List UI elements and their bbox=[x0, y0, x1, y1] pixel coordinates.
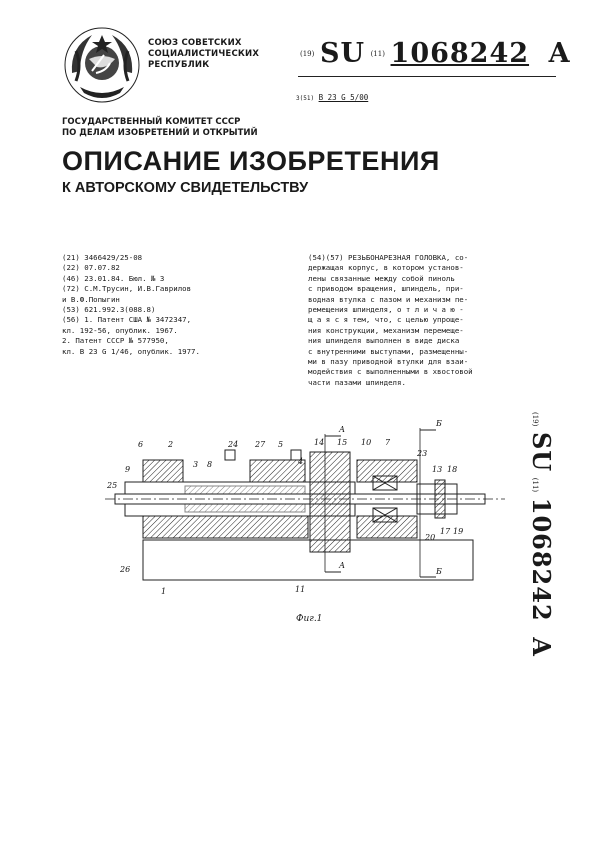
code-11: (11) bbox=[370, 50, 385, 58]
part-label: 20 bbox=[425, 533, 436, 542]
section-label: Б bbox=[436, 419, 442, 428]
patent-kind: A bbox=[527, 637, 556, 657]
biblio-line: (53) 621.992.3(088.8) bbox=[62, 305, 156, 315]
country-line: СОЮЗ СОВЕТСКИХ bbox=[148, 38, 242, 48]
part-label: 27 bbox=[255, 440, 266, 449]
biblio-line: 2. Патент СССР № 577950, bbox=[62, 336, 169, 346]
part-label: 19 bbox=[453, 527, 464, 536]
part-label: 8 bbox=[207, 460, 213, 469]
part-label: 14 bbox=[314, 438, 325, 447]
biblio-line: и В.Ф.Попыгин bbox=[62, 294, 120, 304]
biblio-line: (56) 1. Патент США № 3472347, bbox=[62, 315, 192, 325]
part-label: 9 bbox=[125, 465, 131, 474]
code-19: (19) bbox=[531, 412, 539, 427]
committee-line: ПО ДЕЛАМ ИЗОБРЕТЕНИЙ И ОТКРЫТИЙ bbox=[62, 128, 258, 138]
section-label: Б bbox=[436, 567, 442, 576]
abstract bbox=[308, 253, 556, 388]
housing-left bbox=[143, 460, 183, 482]
housing-left-bottom bbox=[143, 516, 308, 538]
publication-number bbox=[300, 38, 571, 69]
part-label: 26 bbox=[120, 565, 131, 574]
disk bbox=[310, 452, 350, 552]
part-label: 1 bbox=[161, 587, 167, 596]
patent-kind: A bbox=[548, 38, 571, 69]
abstract-line: лены связанные между собой пиноль bbox=[308, 273, 455, 283]
section-label: А bbox=[339, 561, 346, 570]
abstract-line: ния шпинделя выполнен в виде диска bbox=[308, 336, 460, 346]
abstract-line: держащая корпус, в котором установ- bbox=[308, 263, 464, 273]
part-label: 25 bbox=[107, 481, 118, 490]
ussr-emblem-icon bbox=[62, 25, 142, 105]
patent-number: 1068242 bbox=[527, 497, 556, 622]
document-subtitle: К АВТОРСКОМУ СВИДЕТЕЛЬСТВУ bbox=[62, 180, 309, 196]
header-rule bbox=[298, 76, 556, 77]
part-label: 7 bbox=[385, 438, 391, 447]
abstract-line: водная втулка с пазом и механизм пе- bbox=[308, 294, 469, 304]
document-title: ОПИСАНИЕ ИЗОБРЕТЕНИЯ bbox=[62, 146, 440, 176]
biblio-line: кл. В 23 G 1/46, опублик. 1977. bbox=[62, 346, 200, 356]
part-label: 2 bbox=[168, 440, 174, 449]
abstract-line: части пазами шпинделя. bbox=[308, 377, 406, 387]
abstract-line: с внутренними выступами, размещенны- bbox=[308, 346, 469, 356]
part-label: 13 bbox=[432, 465, 443, 474]
country-line: РЕСПУБЛИК bbox=[148, 60, 210, 70]
housing-right-bottom bbox=[357, 516, 417, 538]
figure-caption: Фиг.1 bbox=[296, 614, 323, 624]
part-label: 15 bbox=[337, 438, 348, 447]
abstract-line: щ а я с я тем, что, с целью упроще- bbox=[308, 315, 464, 325]
housing-right bbox=[357, 460, 417, 482]
code-19: (19) bbox=[300, 50, 315, 58]
part-label: 11 bbox=[295, 585, 306, 594]
biblio-line: (22) 07.07.82 bbox=[62, 263, 120, 273]
tail-nut bbox=[435, 480, 445, 518]
biblio-line: (21) 3466429/25-08 bbox=[62, 253, 143, 262]
housing-mid bbox=[250, 460, 305, 482]
biblio-line: (72) С.М.Трусин, И.В.Гаврилов bbox=[62, 284, 192, 294]
part-label: 10 bbox=[361, 438, 372, 447]
country-name bbox=[148, 38, 259, 71]
classification bbox=[296, 93, 368, 102]
committee-line: ГОСУДАРСТВЕННЫЙ КОМИТЕТ СССР bbox=[62, 117, 241, 127]
part-label: 5 bbox=[278, 440, 284, 449]
part-label: 4 bbox=[298, 457, 304, 466]
abstract-line: модействия с выполненными в хвостовой bbox=[308, 367, 473, 377]
technical-drawing bbox=[95, 412, 515, 622]
abstract-line: с приводом вращения, шпиндель, при- bbox=[308, 284, 464, 294]
part-label: 6 bbox=[138, 440, 144, 449]
state-committee bbox=[62, 117, 258, 139]
abstract-line: ми в пазу приводной втулки для взаи- bbox=[308, 357, 469, 367]
country-line: СОЦИАЛИСТИЧЕСКИХ bbox=[148, 49, 260, 59]
country-code: SU bbox=[527, 431, 556, 473]
patent-number: 1068242 bbox=[390, 38, 530, 69]
abstract-line: (54)(57) РЕЗЬБОНАРЕЗНАЯ ГОЛОВКА, со- bbox=[308, 253, 469, 262]
base-frame bbox=[143, 540, 473, 580]
code-11: (11) bbox=[531, 477, 539, 493]
country-code: SU bbox=[319, 38, 365, 69]
part-label: 24 bbox=[228, 440, 239, 449]
part-label: 23 bbox=[417, 449, 428, 458]
part-label: 17 bbox=[440, 527, 451, 536]
biblio-line: (46) 23.01.84. Бюл. № 3 bbox=[62, 273, 165, 283]
biblio-line: кл. 192-56, опублик. 1967. bbox=[62, 325, 178, 335]
classification-value: В 23 G 5/00 bbox=[318, 93, 369, 102]
part-label: 3 bbox=[193, 460, 199, 469]
part-label: 18 bbox=[447, 465, 458, 474]
top-lug bbox=[225, 450, 235, 460]
section-label: А bbox=[339, 425, 346, 434]
abstract-line: ремещения шпинделя, о т л и ч а ю - bbox=[308, 305, 464, 315]
vertical-patent-number bbox=[527, 412, 556, 657]
classification-code: 3(51) bbox=[296, 95, 315, 102]
abstract-line: ния конструкции, механизм перемеще- bbox=[308, 325, 464, 335]
bibliographic-data bbox=[62, 253, 287, 357]
